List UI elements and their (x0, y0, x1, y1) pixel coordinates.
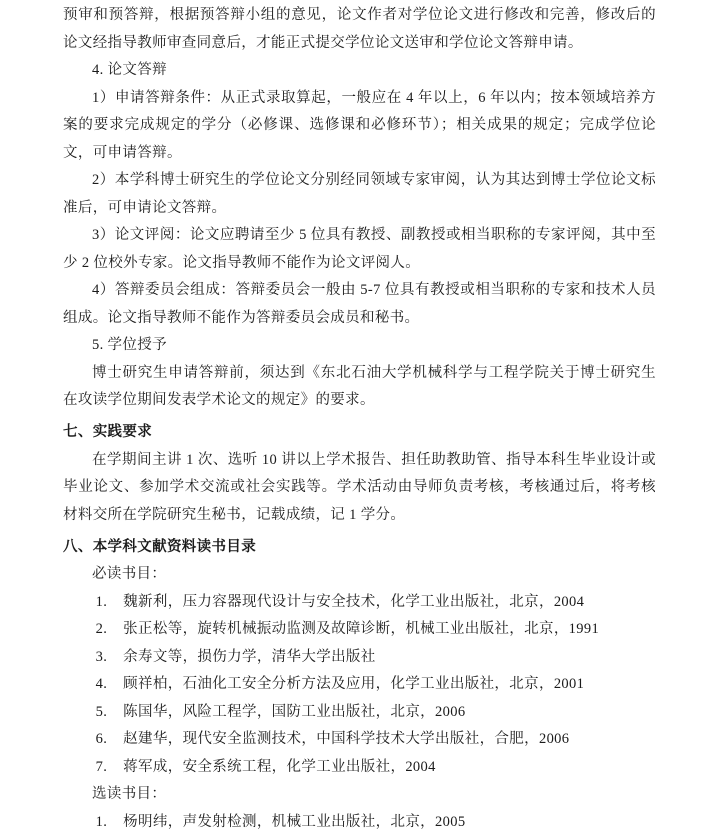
paragraph: 4）答辩委员会组成：答辩委员会一般由 5-7 位具有教授或相当职称的专家和技术人员组成。论文指导教师不能作为答辩委员会成员和秘书。 (63, 282, 656, 326)
paragraph: 3）论文评阅：论文应聘请至少 5 位具有教授、副教授或相当职称的专家评阅，其中至少 2 位校外专家。论文指导教师不能作为论文评阅人。 (63, 227, 656, 271)
reading-list-item (63, 809, 656, 829)
list-item-number: 7. (95, 758, 108, 775)
list-item-text: 杨明纬，声发射检测，机械工业出版社，北京，2005 (123, 813, 466, 829)
reading-list-item (63, 589, 656, 617)
paragraph: 2）本学科博士研究生的学位论文分别经同领域专家审阅，认为其达到博士学位论文标准后，可申请论文答辩。 (63, 172, 656, 216)
numbered-subheading: 5. 学位授予 (92, 337, 167, 353)
list-item-text: 陈国华，风险工程学，国防工业出版社，北京，2006 (123, 703, 466, 720)
paragraph: 在学期间主讲 1 次、选听 10 讲以上学术报告、担任助教助管、指导本科生毕业设计或毕业论文、参加学术交流或社会实践等。学术活动由导师负责考核，考核通过后，将考核材料交所在学院研究生秘书，记载成绩，记 1 学分。 (63, 451, 656, 523)
list-item-number: 2. (95, 621, 108, 637)
list-item-number: 5. (95, 703, 108, 720)
paragraph: 预审和预答辩，根据预答辩小组的意见，论文作者对学位论文进行修改和完善，修改后的论文经指导教师审查同意后，才能正式提交学位论文送审和学位论文答辩申请。 (63, 7, 656, 51)
section-heading: 八、本学科文献资料读书目录 (63, 538, 257, 555)
list-item-text: 赵建华，现代安全监测技术，中国科学技术大学出版社，合肥，2006 (123, 731, 570, 747)
reading-list-item (63, 699, 656, 727)
list-item-text: 余寿文等，损伤力学，清华大学出版社 (123, 648, 376, 665)
list-item-number: 3. (95, 648, 108, 665)
reading-list-item (63, 644, 656, 672)
list-item-number: 1. (95, 813, 108, 829)
document-body (63, 0, 656, 829)
list-label: 必读书目： (92, 566, 167, 582)
paragraph: 1）申请答辩条件：从正式录取算起，一般应在 4 年以上，6 年以内；按本领域培养方案的要求完成规定的学分（必修课、选修课和必修环节）；相关成果的规定；完成学位论文，可申请答辩。 (63, 89, 656, 161)
list-item-text: 魏新利，压力容器现代设计与安全技术，化学工业出版社，北京，2004 (123, 593, 585, 610)
list-item-number: 4. (95, 676, 108, 692)
reading-list-item (63, 616, 656, 644)
list-item-number: 6. (95, 731, 108, 747)
reading-list-item (63, 671, 656, 699)
list-item-number: 1. (95, 593, 108, 610)
list-label: 选读书目： (92, 786, 167, 802)
section-heading: 七、实践要求 (63, 424, 153, 440)
list-item-text: 顾祥柏，石油化工安全分析方法及应用，化学工业出版社，北京，2001 (123, 676, 585, 692)
list-item-text: 蒋军成，安全系统工程，化学工业出版社，2004 (123, 758, 436, 775)
numbered-subheading: 4. 论文答辩 (92, 62, 167, 78)
reading-list-item (63, 726, 656, 754)
list-item-text: 张正松等，旋转机械振动监测及故障诊断，机械工业出版社，北京，1991 (123, 621, 600, 637)
paragraph: 博士研究生申请答辩前，须达到《东北石油大学机械科学与工程学院关于博士研究生在攻读学位期间发表学术论文的规定》的要求。 (63, 364, 656, 408)
reading-list-item (63, 754, 656, 782)
